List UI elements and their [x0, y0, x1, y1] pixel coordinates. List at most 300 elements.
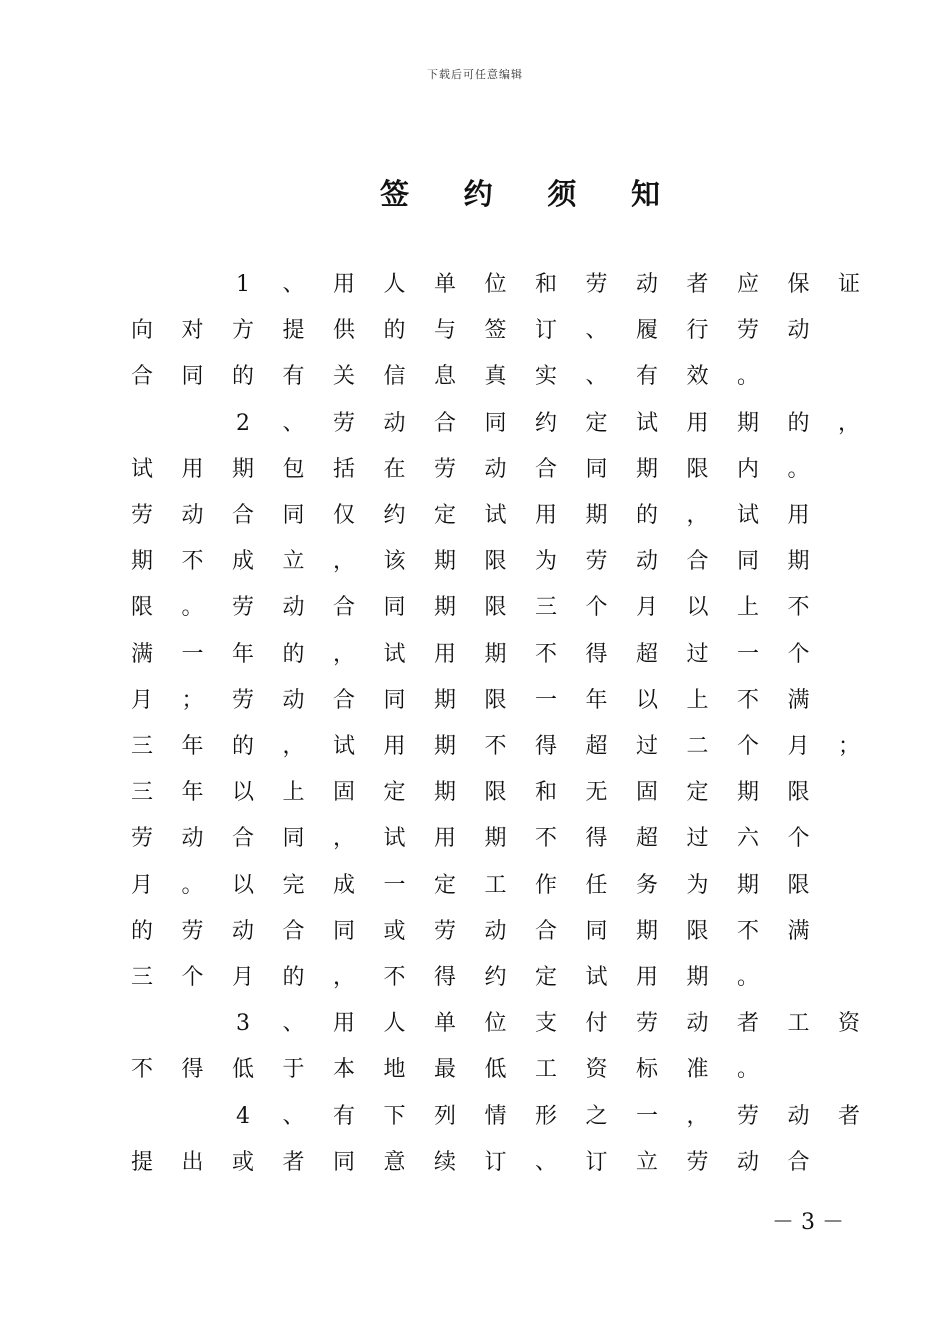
- body-character: 形: [534, 1103, 557, 1129]
- body-character: ，: [332, 641, 355, 667]
- body-character: 不: [736, 918, 759, 944]
- body-character: 于: [282, 1057, 305, 1083]
- body-character: 的: [787, 410, 810, 436]
- body-character: 动: [484, 456, 507, 482]
- body-character: 限: [484, 549, 507, 575]
- body-line: [0, 770, 950, 816]
- body-character: 上: [282, 780, 305, 806]
- body-character: 超: [635, 826, 658, 852]
- body-character: 劳: [736, 1103, 759, 1129]
- body-character: 、: [585, 364, 608, 390]
- body-character: 用: [635, 965, 658, 990]
- body-character: 限: [484, 687, 507, 713]
- body-character: 续: [433, 1149, 456, 1175]
- body-character: 限: [484, 780, 507, 806]
- body-character: 仅: [332, 503, 355, 528]
- body-character: 者: [736, 1011, 759, 1037]
- body-character: 3: [236, 1011, 250, 1037]
- body-line: [0, 1140, 950, 1186]
- body-character: 合: [787, 1149, 810, 1175]
- body-character: 劳: [433, 918, 456, 944]
- body-character: 列: [433, 1103, 456, 1129]
- body-character: 出: [181, 1149, 204, 1175]
- body-character: 用: [181, 456, 204, 482]
- body-character: 固: [635, 780, 658, 806]
- body-character: 以: [686, 595, 709, 621]
- body-character: 任: [585, 872, 608, 898]
- body-character: 试: [332, 734, 355, 759]
- body-character: 限: [686, 918, 709, 944]
- body-character: 期: [585, 503, 608, 528]
- body-character: 超: [585, 734, 608, 759]
- body-character: 行: [686, 318, 709, 344]
- body-character: 下: [383, 1103, 406, 1129]
- body-character: 效: [686, 364, 709, 390]
- body-character: 单: [433, 272, 456, 297]
- page-number: － 3 －: [772, 1210, 844, 1235]
- body-character: 履: [635, 318, 658, 344]
- body-character: 动: [635, 549, 658, 575]
- body-character: 立: [282, 549, 305, 575]
- body-character: 劳: [736, 318, 759, 344]
- body-character: 期: [736, 410, 759, 436]
- body-character: 位: [484, 1011, 507, 1037]
- body-character: 动: [181, 503, 204, 528]
- body-character: 期: [736, 872, 759, 898]
- body-character: 劳: [433, 456, 456, 482]
- body-character: 试: [585, 965, 608, 990]
- body-character: 年: [181, 734, 204, 759]
- body-character: 务: [635, 872, 658, 898]
- body-character: 的: [130, 918, 153, 944]
- body-character: 期: [433, 687, 456, 713]
- body-character: 满: [787, 918, 810, 944]
- body-character: 用: [686, 410, 709, 436]
- body-character: 。: [181, 595, 204, 621]
- body-character: 合: [231, 503, 254, 528]
- body-character: 期: [787, 549, 810, 575]
- body-character: 完: [282, 872, 305, 898]
- body-character: 在: [383, 456, 406, 482]
- body-character: 动: [736, 1149, 759, 1175]
- body-character: 或: [383, 918, 406, 944]
- body-character: 4: [236, 1103, 250, 1129]
- body-character: 不: [736, 687, 759, 713]
- body-character: 用: [332, 1011, 355, 1037]
- body-character: 三: [534, 595, 557, 621]
- body-character: 同: [383, 687, 406, 713]
- body-character: 位: [484, 272, 507, 297]
- body-character: 动: [635, 272, 658, 297]
- body-character: 不: [534, 826, 557, 852]
- body-character: 标: [635, 1057, 658, 1083]
- body-character: 个: [787, 826, 810, 852]
- body-character: 和: [534, 780, 557, 806]
- body-character: 约: [484, 965, 507, 990]
- body-character: 定: [383, 780, 406, 806]
- body-character: 的: [635, 503, 658, 528]
- body-character: 三: [130, 780, 153, 806]
- body-character: 期: [736, 780, 759, 806]
- body-character: 对: [181, 318, 204, 344]
- body-character: 定: [534, 965, 557, 990]
- body-character: 月: [130, 687, 153, 713]
- body-character: 满: [787, 687, 810, 713]
- body-character: 不: [181, 549, 204, 575]
- body-character: 固: [332, 780, 355, 806]
- body-character: 超: [635, 641, 658, 667]
- title-character: 知: [630, 176, 660, 211]
- body-character: ，: [686, 503, 709, 528]
- body-character: 满: [130, 641, 153, 667]
- body-character: 真: [484, 364, 507, 390]
- body-character: 低: [231, 1057, 254, 1083]
- body-character: 人: [383, 272, 406, 297]
- body-character: 定: [433, 503, 456, 528]
- body-character: 月: [787, 734, 810, 759]
- body-character: 得: [534, 734, 557, 759]
- body-character: 期: [433, 734, 456, 759]
- body-character: 六: [736, 826, 759, 852]
- body-character: 个: [787, 641, 810, 667]
- body-character: 订: [484, 1149, 507, 1175]
- body-line: [0, 816, 950, 862]
- body-character: 人: [383, 1011, 406, 1037]
- body-character: 合: [332, 595, 355, 621]
- body-character: 限: [686, 456, 709, 482]
- body-character: 合: [534, 456, 557, 482]
- body-character: 用: [534, 503, 557, 528]
- body-character: 同: [585, 456, 608, 482]
- body-character: 准: [686, 1057, 709, 1083]
- body-character: 以: [231, 780, 254, 806]
- body-character: 支: [534, 1011, 557, 1037]
- body-character: 成: [332, 872, 355, 898]
- body-character: 定: [585, 410, 608, 436]
- body-character: 作: [534, 872, 557, 898]
- body-character: 定: [433, 872, 456, 898]
- body-character: 同: [282, 826, 305, 852]
- body-character: 上: [736, 595, 759, 621]
- body-character: 、: [282, 1011, 305, 1037]
- body-character: ，: [686, 1103, 709, 1129]
- body-character: 期: [433, 780, 456, 806]
- body-line: [0, 539, 950, 585]
- body-character: 者: [837, 1103, 860, 1129]
- body-character: 试: [635, 410, 658, 436]
- title-character: 签: [380, 176, 410, 211]
- body-character: 期: [635, 918, 658, 944]
- body-character: 劳: [231, 595, 254, 621]
- body-character: 保: [787, 272, 810, 297]
- body-line: [0, 401, 950, 447]
- body-character: 劳: [231, 687, 254, 713]
- body-line: [0, 955, 950, 1001]
- body-character: 劳: [181, 918, 204, 944]
- body-character: 成: [231, 549, 254, 575]
- body-character: 的: [383, 318, 406, 344]
- body-character: 工: [534, 1057, 557, 1083]
- body-character: 同: [332, 918, 355, 944]
- body-character: 一: [635, 1103, 658, 1129]
- body-character: 约: [534, 410, 557, 436]
- body-character: ，: [332, 826, 355, 852]
- body-character: 得: [585, 641, 608, 667]
- body-line: [0, 724, 950, 770]
- body-character: 包: [282, 456, 305, 482]
- body-character: 资: [585, 1057, 608, 1083]
- body-character: 立: [635, 1149, 658, 1175]
- body-character: 约: [383, 503, 406, 528]
- body-character: 。: [736, 1057, 759, 1083]
- body-character: 信: [383, 364, 406, 390]
- body-line: [0, 262, 950, 308]
- body-character: 定: [686, 780, 709, 806]
- body-character: ，: [332, 549, 355, 575]
- body-character: 合: [130, 364, 153, 390]
- body-character: 期: [484, 826, 507, 852]
- body-character: 过: [686, 826, 709, 852]
- body-character: 。: [787, 456, 810, 482]
- body-character: 用: [787, 503, 810, 528]
- body-character: 一: [534, 687, 557, 713]
- body-line: [0, 447, 950, 493]
- body-character: 证: [837, 272, 860, 297]
- body-character: 动: [282, 595, 305, 621]
- body-character: 合: [332, 687, 355, 713]
- body-character: 工: [787, 1011, 810, 1037]
- body-line: [0, 632, 950, 678]
- body-character: 劳: [130, 826, 153, 852]
- body-character: 的: [231, 734, 254, 759]
- body-character: 一: [383, 872, 406, 898]
- body-character: 。: [181, 872, 204, 898]
- body-character: 动: [787, 318, 810, 344]
- body-character: 、: [282, 410, 305, 436]
- body-character: 者: [686, 272, 709, 297]
- body-character: 提: [130, 1149, 153, 1175]
- body-character: 不: [534, 641, 557, 667]
- body-character: 年: [181, 780, 204, 806]
- body-character: 。: [736, 364, 759, 390]
- body-character: 付: [585, 1011, 608, 1037]
- body-character: 个: [585, 595, 608, 621]
- header-note: 下载后可任意编辑: [427, 68, 523, 81]
- body-character: 、: [282, 1103, 305, 1129]
- body-character: 同: [736, 549, 759, 575]
- body-character: 期: [130, 549, 153, 575]
- body-character: 单: [433, 1011, 456, 1037]
- body-character: 试: [736, 503, 759, 528]
- body-character: 与: [433, 318, 456, 344]
- body-character: 的: [231, 364, 254, 390]
- body-character: 以: [231, 872, 254, 898]
- body-character: 息: [433, 364, 456, 390]
- body-character: 合: [686, 549, 709, 575]
- body-character: 试: [130, 456, 153, 482]
- body-character: 有: [332, 1103, 355, 1129]
- body-character: 同: [383, 595, 406, 621]
- body-character: 提: [282, 318, 305, 344]
- body-character: 一: [736, 641, 759, 667]
- body-character: 不: [130, 1057, 153, 1083]
- body-character: 劳: [332, 410, 355, 436]
- body-character: 有: [635, 364, 658, 390]
- body-character: 一: [181, 641, 204, 667]
- body-character: 同: [585, 918, 608, 944]
- body-line: [0, 354, 950, 400]
- body-line: [0, 585, 950, 631]
- body-character: 期: [484, 641, 507, 667]
- body-character: 三: [130, 734, 153, 759]
- body-character: 试: [383, 826, 406, 852]
- body-character: 用: [433, 826, 456, 852]
- body-line: [0, 678, 950, 724]
- body-character: 括: [332, 456, 355, 482]
- body-line: [0, 1047, 950, 1093]
- body-character: 或: [231, 1149, 254, 1175]
- document-title: [380, 170, 660, 214]
- body-character: 、: [534, 1149, 557, 1175]
- body-character: 有: [282, 364, 305, 390]
- body-character: 无: [585, 780, 608, 806]
- body-character: 动: [231, 918, 254, 944]
- body-character: 、: [282, 272, 305, 297]
- body-character: 动: [181, 826, 204, 852]
- body-character: 合: [231, 826, 254, 852]
- body-character: 。: [736, 965, 759, 990]
- body-character: 动: [484, 918, 507, 944]
- body-character: 该: [383, 549, 406, 575]
- body-character: 资: [837, 1011, 860, 1037]
- body-character: 为: [686, 872, 709, 898]
- body-character: 同: [181, 364, 204, 390]
- body-character: ，: [332, 965, 355, 990]
- body-character: 合: [433, 410, 456, 436]
- body-character: 同: [332, 1149, 355, 1175]
- body-character: 限: [484, 595, 507, 621]
- body-character: 月: [231, 965, 254, 990]
- body-character: 关: [332, 364, 355, 390]
- document-body: [0, 262, 950, 1272]
- body-character: ；: [837, 734, 860, 759]
- body-character: 动: [383, 410, 406, 436]
- body-line: [0, 493, 950, 539]
- body-character: 劳: [585, 272, 608, 297]
- body-character: 试: [484, 503, 507, 528]
- body-character: 签: [484, 318, 507, 344]
- body-character: 者: [282, 1149, 305, 1175]
- body-line: [0, 308, 950, 354]
- body-character: ；: [181, 687, 204, 713]
- body-line: [0, 909, 950, 955]
- body-line: [0, 863, 950, 909]
- body-character: 期: [635, 456, 658, 482]
- body-character: 个: [736, 734, 759, 759]
- body-character: 向: [130, 318, 153, 344]
- body-character: 动: [282, 687, 305, 713]
- body-character: 劳: [130, 503, 153, 528]
- body-character: 三: [130, 965, 153, 990]
- body-character: 合: [282, 918, 305, 944]
- body-character: 用: [332, 272, 355, 297]
- body-character: 动: [686, 1011, 709, 1037]
- body-character: 的: [282, 641, 305, 667]
- body-character: 二: [686, 734, 709, 759]
- body-character: 2: [236, 410, 250, 436]
- body-character: 劳: [585, 549, 608, 575]
- body-character: 期: [433, 549, 456, 575]
- body-character: 以: [635, 687, 658, 713]
- body-character: 上: [686, 687, 709, 713]
- body-character: 限: [787, 780, 810, 806]
- body-character: 不: [383, 965, 406, 990]
- body-character: 方: [231, 318, 254, 344]
- body-character: 劳: [686, 1149, 709, 1175]
- body-character: 劳: [635, 1011, 658, 1037]
- body-line: [0, 1094, 950, 1140]
- body-character: 实: [534, 364, 557, 390]
- body-character: 期: [433, 595, 456, 621]
- body-character: 同: [484, 410, 507, 436]
- body-character: 不: [484, 734, 507, 759]
- body-character: 低: [484, 1057, 507, 1083]
- body-character: 月: [635, 595, 658, 621]
- body-character: 限: [787, 872, 810, 898]
- body-character: 个: [181, 965, 204, 990]
- body-character: 得: [433, 965, 456, 990]
- body-character: 订: [534, 318, 557, 344]
- body-character: 为: [534, 549, 557, 575]
- body-character: 动: [787, 1103, 810, 1129]
- body-character: 最: [433, 1057, 456, 1083]
- body-character: 工: [484, 872, 507, 898]
- body-character: 过: [686, 641, 709, 667]
- body-character: 情: [484, 1103, 507, 1129]
- body-character: 内: [736, 456, 759, 482]
- body-character: 、: [585, 318, 608, 344]
- body-character: 限: [130, 595, 153, 621]
- body-character: 得: [585, 826, 608, 852]
- body-character: 和: [534, 272, 557, 297]
- body-character: 期: [686, 965, 709, 990]
- body-line: [0, 1001, 950, 1047]
- body-character: 同: [282, 503, 305, 528]
- body-character: 订: [585, 1149, 608, 1175]
- body-character: 用: [433, 641, 456, 667]
- title-character: 约: [463, 176, 493, 211]
- body-character: 不: [787, 595, 810, 621]
- body-character: 地: [383, 1057, 406, 1083]
- body-character: 合: [534, 918, 557, 944]
- body-character: 意: [383, 1149, 406, 1175]
- body-character: ，: [282, 734, 305, 759]
- body-character: 得: [181, 1057, 204, 1083]
- body-character: 应: [736, 272, 759, 297]
- body-character: 本: [332, 1057, 355, 1083]
- title-character: 须: [547, 176, 577, 211]
- body-character: 1: [236, 272, 250, 297]
- body-character: 月: [130, 872, 153, 898]
- body-character: 之: [585, 1103, 608, 1129]
- body-character: 年: [231, 641, 254, 667]
- body-character: ，: [837, 410, 860, 436]
- body-character: 的: [282, 965, 305, 990]
- body-character: 年: [585, 687, 608, 713]
- body-character: 供: [332, 318, 355, 344]
- body-character: 过: [635, 734, 658, 759]
- body-character: 试: [383, 641, 406, 667]
